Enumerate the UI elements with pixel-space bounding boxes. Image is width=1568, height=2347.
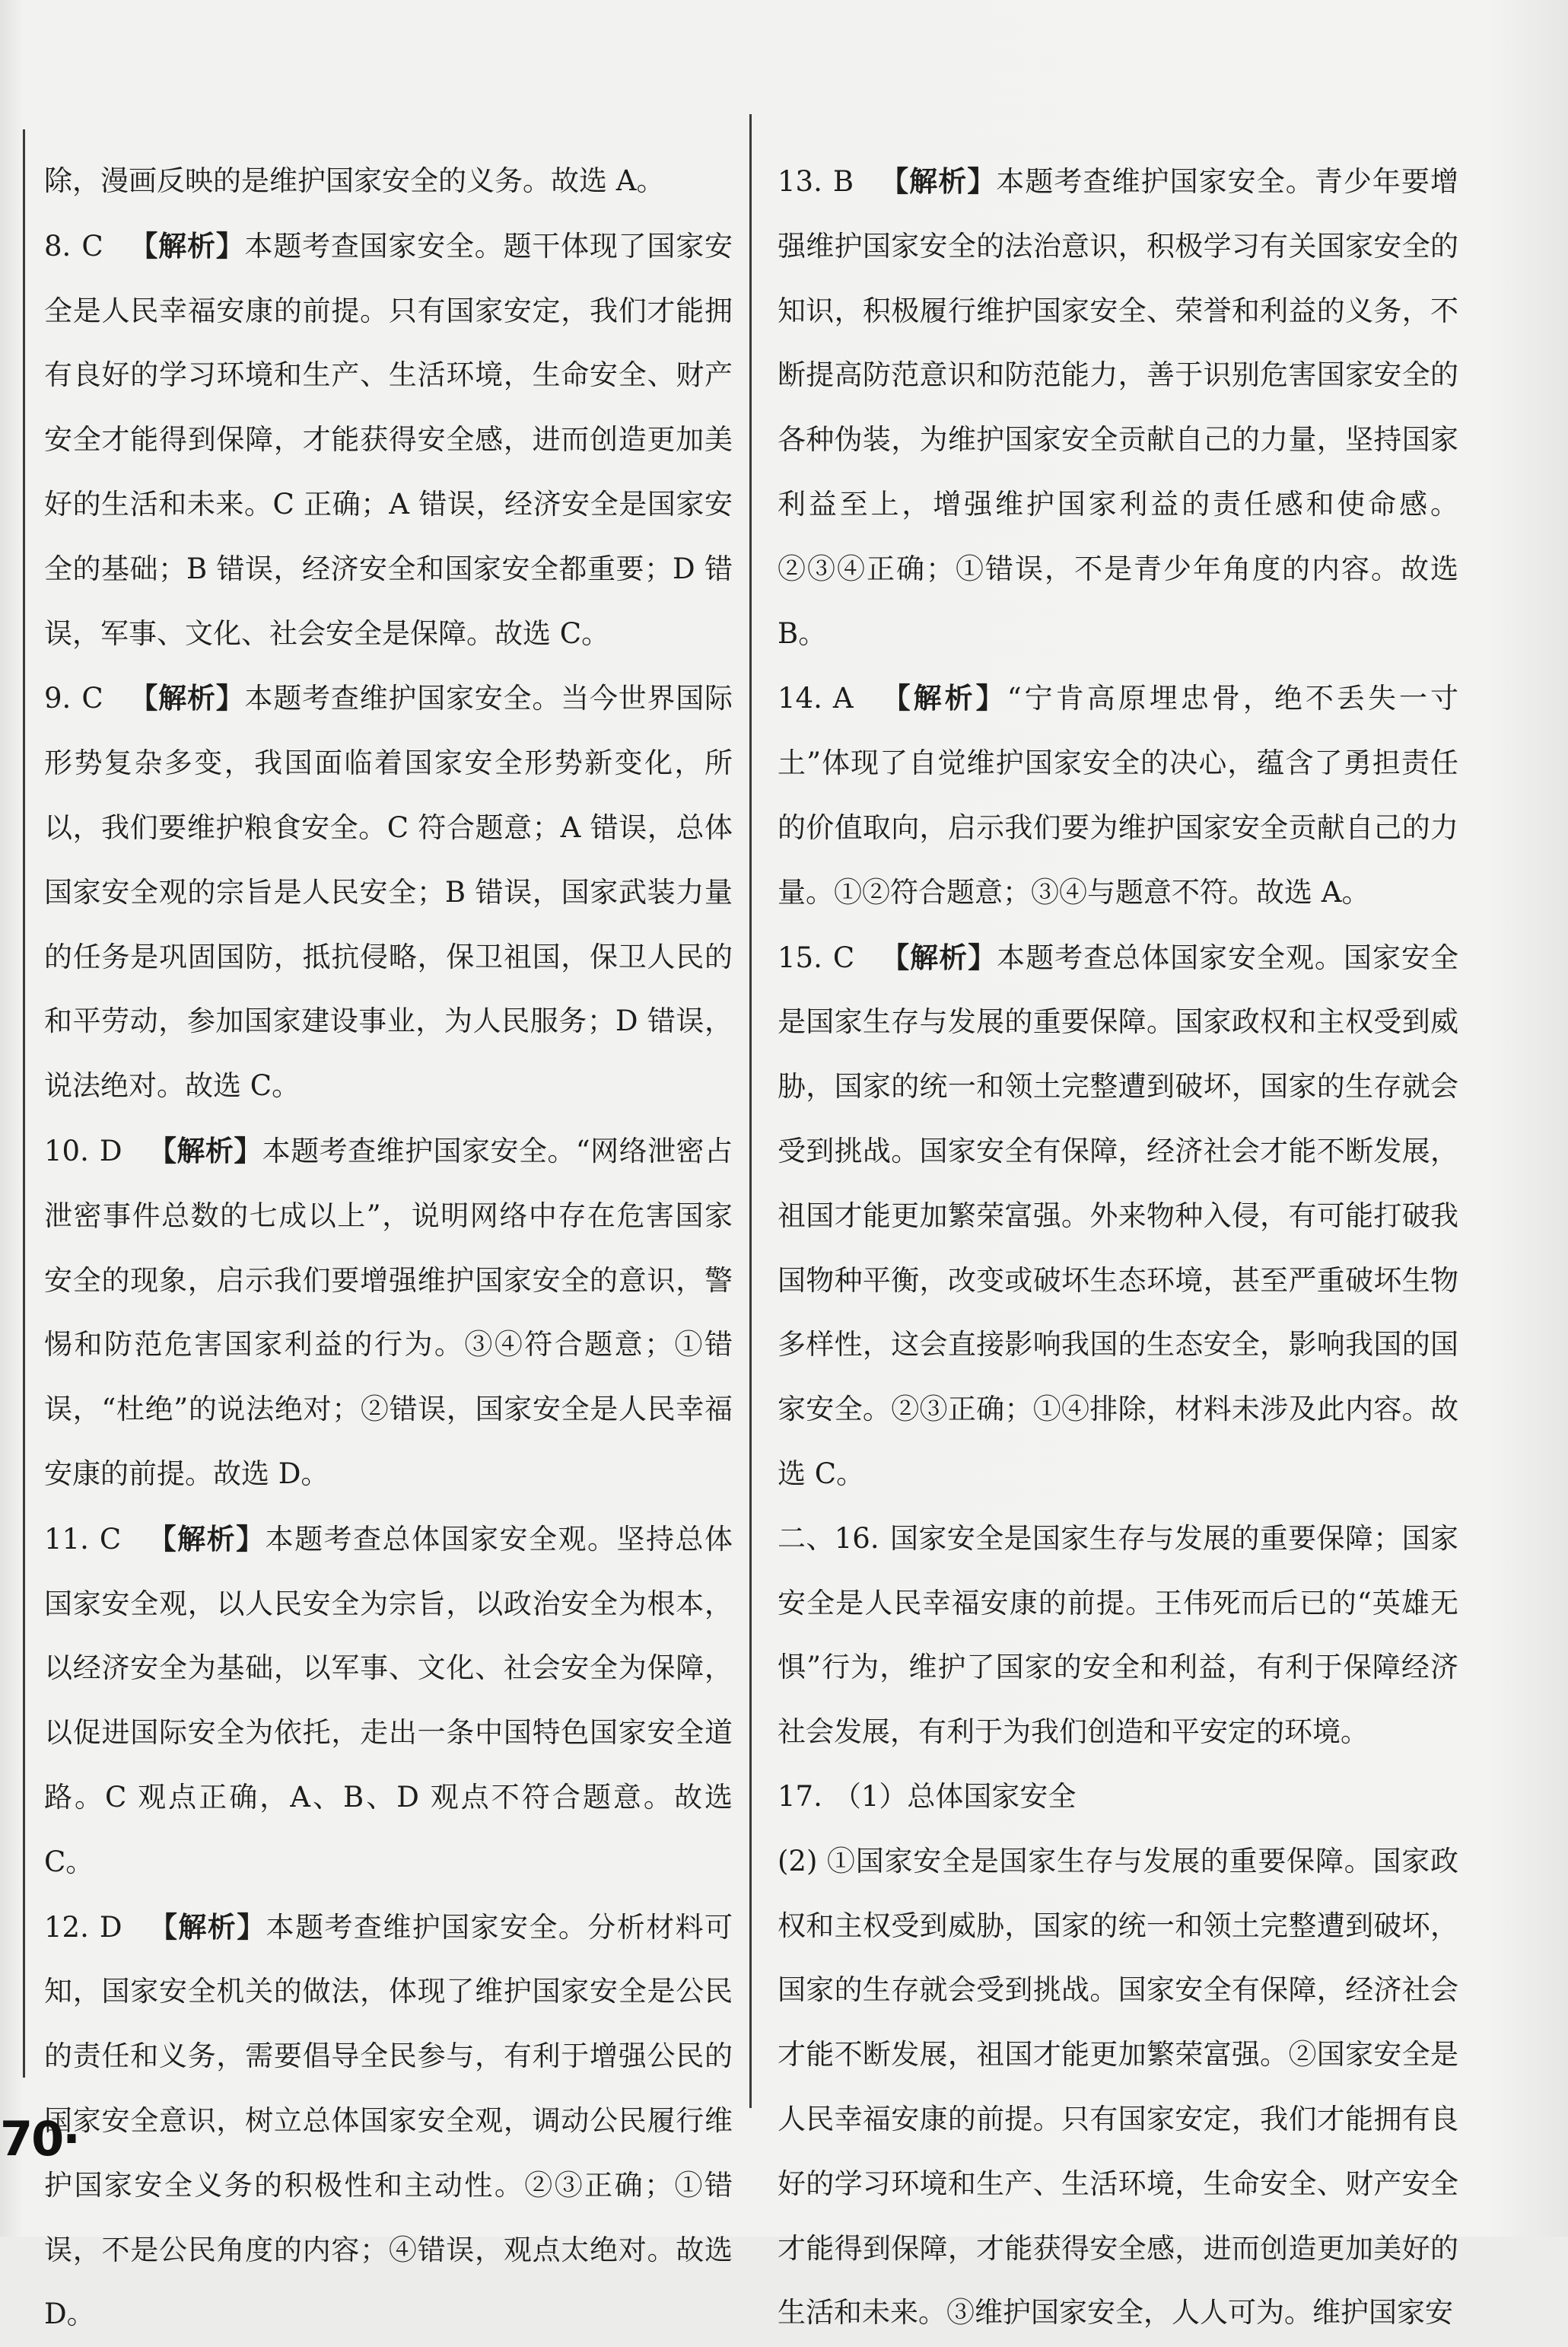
answer-item: 除，漫画反映的是维护国家安全的义务。故选 A。 — [44, 164, 665, 197]
answer-item: 11. C 【解析】本题考查总体国家安全观。坚持总体国家安全观，以人民安全为宗旨，以政治安全为根本，以经济安全为基础，以军事、文化、社会安全为保障，以促进国际安全为依托，走出一条中国特色国家安全道路。C 观点正确，A、B、D 观点不符合题意。故选 C。 — [44, 1521, 733, 1878]
column-divider — [749, 114, 752, 2108]
answer-item: (2) ①国家安全是国家生存与发展的重要保障。国家政权和主权受到威胁，国家的统一和领土完整遭到破坏，国家的生存就会受到挑战。国家安全有保障，经济社会才能不断发展，祖国才能更加繁荣富强。②国家安全是人民幸福安康的前提。只有国家安定，我们才能拥有良好的学习环境和生产、生活环境，生命安全、财产安全才能得到保障，才能获得安全感，进而创造更加美好的生活和未来。③维护国家安全，人人可为。维护国家安 — [778, 1844, 1458, 2329]
answer-item: 14. A 【解析】“宁肯高原埋忠骨，绝不丢失一寸土”体现了自觉维护国家安全的决心，蕴含了勇担责任的价值取向，启示我们要为维护国家安全贡献自己的力量。①②符合题意；③④与题意不符。故选 A。 — [778, 681, 1459, 909]
left-margin-rule — [23, 129, 25, 2078]
answer-item: 10. D 【解析】本题考查维护国家安全。“网络泄密占泄密事件总数的七成以上”，说明网络中存在危害国家安全的现象，启示我们要增强维护国家安全的意识，警惕和防范危害国家利益的行为。③④符合题意；①错误，“杜绝”的说法绝对；②错误，国家安全是人民幸福安康的前提。故选 D。 — [44, 1133, 733, 1490]
answer-item: 二、16. 国家安全是国家生存与发展的重要保障；国家安全是人民幸福安康的前提。王伟死而后已的“英雄无惧”行为，维护了国家的安全和利益，有利于保障经济社会发展，有利于为我们创造和平安定的环境。 — [778, 1521, 1459, 1749]
answer-item: 9. C 【解析】本题考查维护国家安全。当今世界国际形势复杂多变，我国面临着国家安全形势新变化，所以，我们要维护粮食安全。C 符合题意；A 错误，总体国家安全观的宗旨是人民安全；B 错误，国家武装力量的任务是巩固国防，抵抗侵略，保卫祖国，保卫人民的和平劳动，参加国家建设事业，为人民服务；D 错误，说法绝对。故选 C。 — [44, 681, 733, 1103]
answer-item: 15. C 【解析】本题考查总体国家安全观。国家安全是国家生存与发展的重要保障。国家政权和主权受到威胁，国家的统一和领土完整遭到破坏，国家的生存就会受到挑战。国家安全有保障，经济社会才能不断发展，祖国才能更加繁荣富强。外来物种入侵，有可能打破我国物种平衡，改变或破坏生态环境，甚至严重破坏生物多样性，这会直接影响我国的生态安全，影响我国的国家安全。②③正确；①④排除，材料未涉及此内容。故选 C。 — [778, 940, 1459, 1490]
answer-item: 8. C 【解析】本题考查国家安全。题干体现了国家安全是人民幸福安康的前提。只有国家安定，我们才能拥有良好的学习环境和生产、生活环境，生命安全、财产安全才能得到保障，才能获得安全感，进而创造更加美好的生活和未来。C 正确；A 错误，经济安全是国家安全的基础；B 错误，经济安全和国家安全都重要；D 错误，军事、文化、社会安全是保障。故选 C。 — [44, 228, 733, 650]
page-number: 70· — [0, 2111, 79, 2167]
right-column — [778, 149, 1458, 2345]
answer-item: 12. D 【解析】本题考查维护国家安全。分析材料可知，国家安全机关的做法，体现了维护国家安全是公民的责任和义务，需要倡导全民参与，有利于增强公民的国家安全意识，树立总体国家安全观，调动公民履行维护国家安全义务的积极性和主动性。②③正确；①错误，不是公民角度的内容；④错误，观点太绝对。故选 D。 — [44, 1909, 733, 2331]
answer-item: 17. （1）总体国家安全 — [778, 1779, 1077, 1813]
left-column — [44, 149, 733, 2347]
answer-item: 13. B 【解析】本题考查维护国家安全。青少年要增强维护国家安全的法治意识，积极学习有关国家安全的知识，积极履行维护国家安全、荣誉和利益的义务，不断提高防范意识和防范能力，善于识别危害国家安全的各种伪装，为维护国家安全贡献自己的力量，坚持国家利益至上，增强维护国家利益的责任感和使命感。②③④正确；①错误，不是青少年角度的内容。故选 B。 — [778, 164, 1459, 650]
